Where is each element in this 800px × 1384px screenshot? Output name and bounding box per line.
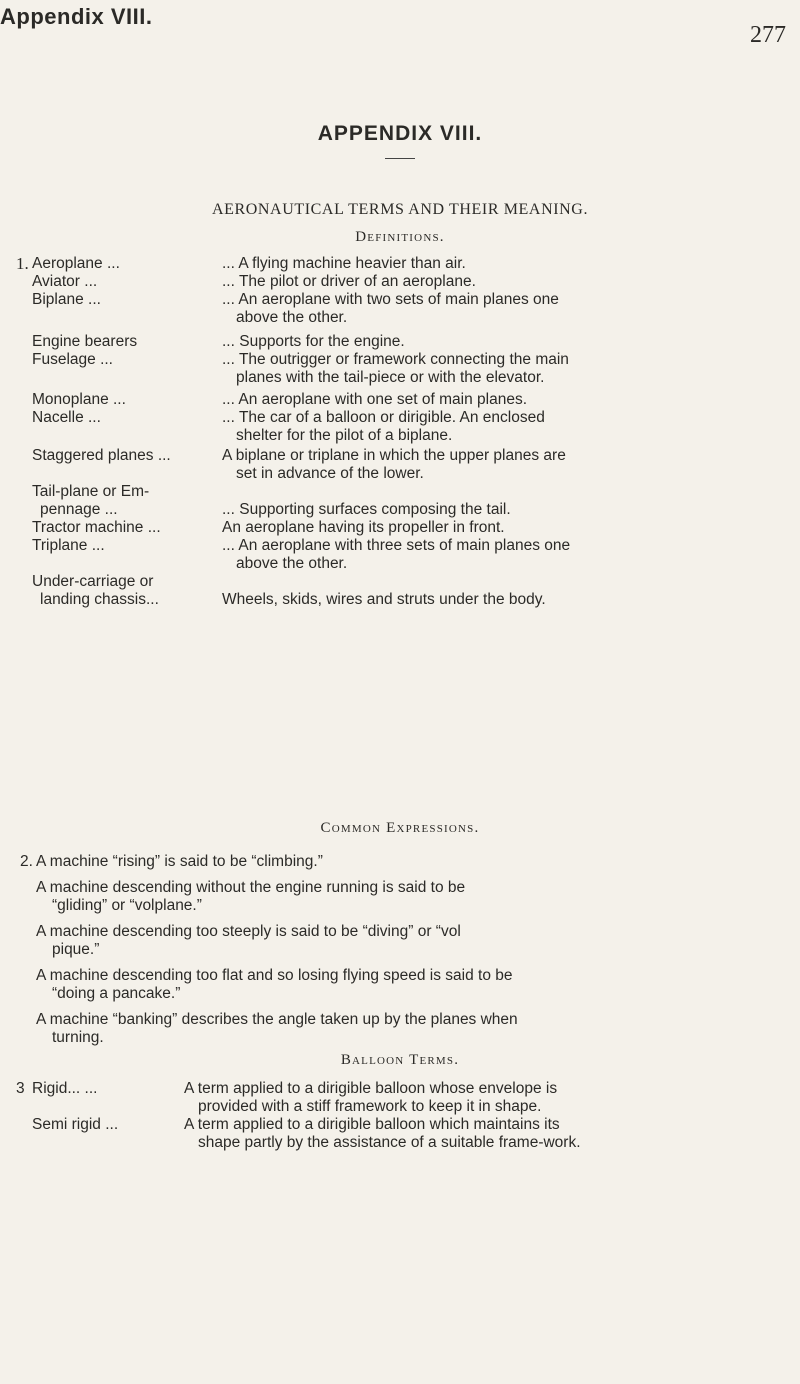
definition-term: pennage ... [40, 501, 118, 518]
balloon-terms-heading: Balloon Terms. [340, 1052, 460, 1068]
definition-text: An aeroplane having its propeller in front. [222, 519, 505, 536]
definition-text: ... An aeroplane with three sets of main planes one above the other. [222, 537, 571, 572]
definition-row [16, 391, 796, 409]
common-expressions-heading: Common Expressions. [320, 820, 480, 836]
definition-term: Fuselage ... [32, 351, 113, 368]
running-head [0, 4, 800, 48]
definition-text: A biplane or triplane in which the upper planes are set in advance of the lower. [222, 447, 566, 482]
definition-term: Tail-plane or Em- [32, 483, 150, 500]
expression-item: A machine “banking” describes the angle taken up by the planes when turning. [36, 1011, 518, 1046]
definition-term: Under-carriage or [32, 573, 154, 590]
title-rule [385, 158, 415, 159]
section-number: 1. [16, 254, 29, 273]
definition-row [16, 591, 796, 609]
definition-term: Monoplane ... [32, 391, 126, 408]
definition-row [16, 273, 796, 291]
definition-row [16, 409, 796, 445]
definitions-list [16, 255, 796, 609]
expression-item: A machine descending too flat and so losing flying speed is said to be “doing a pancake.” [36, 967, 513, 1002]
definition-row [16, 519, 796, 537]
section-number: 2. [20, 853, 33, 870]
definition-row [16, 573, 796, 591]
balloon-term-row [16, 1080, 786, 1116]
definition-row [16, 351, 796, 387]
definition-row [16, 333, 796, 351]
definition-term: Biplane ... [32, 291, 101, 308]
definition-text: ... An aeroplane with two sets of main planes one above the other. [222, 291, 559, 326]
common-expressions-list [20, 853, 786, 1055]
definition-term: Nacelle ... [32, 409, 101, 426]
balloon-term-text: A term applied to a dirigible balloon whose envelope is provided with a stiff framework to keep it in shape. [184, 1080, 558, 1115]
definition-term: Staggered planes ... [32, 447, 171, 464]
balloon-term: Rigid... ... [32, 1080, 98, 1097]
balloon-term-text: A term applied to a dirigible balloon which maintains its shape partly by the assistance of a suitable frame-work. [184, 1116, 581, 1151]
definition-term: landing chassis... [40, 591, 159, 608]
definition-text: ... Supporting surfaces composing the tail. [222, 501, 511, 518]
balloon-term-row [16, 1116, 786, 1152]
definition-term: Triplane ... [32, 537, 105, 554]
appendix-subtitle: AERONAUTICAL TERMS AND THEIR MEANING. [211, 201, 589, 218]
running-head-title: Appendix VIII. [0, 4, 153, 29]
appendix-title: APPENDIX VIII. [317, 122, 483, 145]
section-number: 3 [16, 1080, 25, 1097]
definition-text: ... The pilot or driver of an aeroplane. [222, 273, 476, 290]
expression-item: A machine descending without the engine running is said to be “gliding” or “volplane.” [36, 879, 466, 914]
definition-row [16, 537, 796, 573]
definition-row [16, 501, 796, 519]
definition-term: Tractor machine ... [32, 519, 161, 536]
page-number: 277 [750, 22, 786, 48]
definition-row [16, 291, 796, 327]
definition-term: Aviator ... [32, 273, 98, 290]
balloon-term: Semi rigid ... [32, 1116, 119, 1133]
definition-text: ... The car of a balloon or dirigible. An enclosed shelter for the pilot of a biplane. [222, 409, 545, 444]
expression-item: 2. A machine “rising” is said to be “climbing.” [20, 853, 323, 870]
definition-text: ... An aeroplane with one set of main planes. [222, 391, 528, 408]
definition-text: ... Supports for the engine. [222, 333, 405, 350]
definition-row [16, 483, 796, 501]
balloon-terms-list [16, 1080, 786, 1152]
definition-text: Wheels, skids, wires and struts under the body. [222, 591, 546, 608]
definition-text: ... The outrigger or framework connecting the main planes with the tail-piece or with the elevator. [222, 351, 569, 386]
definition-text: ... A flying machine heavier than air. [222, 255, 466, 272]
definition-term: Engine bearers [32, 333, 138, 350]
definition-term: Aeroplane ... [32, 255, 120, 272]
definition-row [16, 255, 796, 273]
definition-row [16, 447, 796, 483]
definitions-heading: Definitions. [355, 229, 445, 245]
expression-item: A machine descending too steeply is said to be “diving” or “vol pique.” [36, 923, 461, 958]
